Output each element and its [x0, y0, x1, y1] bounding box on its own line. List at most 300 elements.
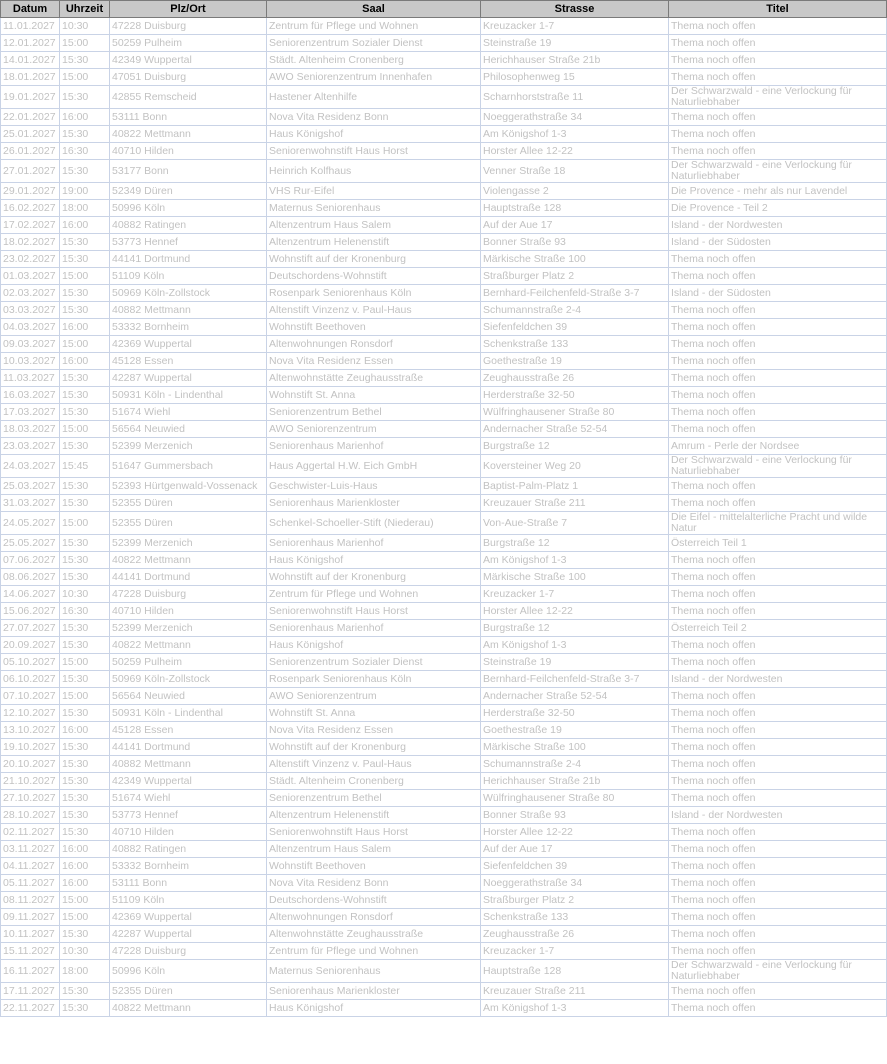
cell-uhrzeit: 16:00 — [60, 353, 110, 370]
cell-plz-ort: 40882 Mettmann — [110, 302, 267, 319]
cell-uhrzeit: 15:30 — [60, 569, 110, 586]
header-plz-ort: Plz/Ort — [110, 1, 267, 18]
cell-titel: Die Provence - Teil 2 — [669, 200, 887, 217]
cell-datum: 19.01.2027 — [1, 86, 60, 109]
cell-strasse: Burgstraße 12 — [481, 438, 669, 455]
cell-saal: Altenwohnstätte Zeughausstraße — [267, 926, 481, 943]
cell-titel: Thema noch offen — [669, 421, 887, 438]
cell-uhrzeit: 16:00 — [60, 858, 110, 875]
cell-datum: 27.10.2027 — [1, 790, 60, 807]
table-row — [1, 35, 887, 52]
cell-uhrzeit: 18:00 — [60, 960, 110, 983]
cell-plz-ort: 52399 Merzenich — [110, 438, 267, 455]
cell-saal: Zentrum für Pflege und Wohnen — [267, 18, 481, 35]
cell-uhrzeit: 15:00 — [60, 654, 110, 671]
cell-saal: Altenzentrum Haus Salem — [267, 841, 481, 858]
cell-saal: Maternus Seniorenhaus — [267, 960, 481, 983]
cell-saal: Wohnstift auf der Kronenburg — [267, 739, 481, 756]
cell-datum: 04.03.2027 — [1, 319, 60, 336]
cell-strasse: Kreuzauer Straße 211 — [481, 983, 669, 1000]
cell-saal: Seniorenwohnstift Haus Horst — [267, 603, 481, 620]
cell-uhrzeit: 15:30 — [60, 705, 110, 722]
table-row — [1, 160, 887, 183]
cell-titel: Island - der Südosten — [669, 285, 887, 302]
cell-datum: 02.11.2027 — [1, 824, 60, 841]
cell-datum: 09.11.2027 — [1, 909, 60, 926]
cell-plz-ort: 44141 Dortmund — [110, 739, 267, 756]
cell-uhrzeit: 15:00 — [60, 909, 110, 926]
cell-strasse: Goethestraße 19 — [481, 722, 669, 739]
table-row — [1, 421, 887, 438]
table-row — [1, 478, 887, 495]
cell-saal: Deutschordens-Wohnstift — [267, 268, 481, 285]
cell-datum: 15.06.2027 — [1, 603, 60, 620]
cell-uhrzeit: 15:30 — [60, 52, 110, 69]
cell-datum: 18.01.2027 — [1, 69, 60, 86]
header-uhrzeit: Uhrzeit — [60, 1, 110, 18]
header-datum: Datum — [1, 1, 60, 18]
cell-strasse: Herderstraße 32-50 — [481, 705, 669, 722]
cell-datum: 27.07.2027 — [1, 620, 60, 637]
cell-plz-ort: 40822 Mettmann — [110, 1000, 267, 1017]
cell-uhrzeit: 15:30 — [60, 302, 110, 319]
cell-saal: Deutschordens-Wohnstift — [267, 892, 481, 909]
cell-plz-ort: 40710 Hilden — [110, 603, 267, 620]
cell-titel: Österreich Teil 2 — [669, 620, 887, 637]
cell-plz-ort: 40822 Mettmann — [110, 637, 267, 654]
cell-titel: Thema noch offen — [669, 387, 887, 404]
cell-plz-ort: 42369 Wuppertal — [110, 336, 267, 353]
cell-saal: Rosenpark Seniorenhaus Köln — [267, 285, 481, 302]
cell-strasse: Schenkstraße 133 — [481, 909, 669, 926]
cell-titel: Thema noch offen — [669, 586, 887, 603]
cell-titel: Thema noch offen — [669, 909, 887, 926]
cell-strasse: Bernhard-Feilchenfeld-Straße 3-7 — [481, 285, 669, 302]
table-row — [1, 200, 887, 217]
cell-plz-ort: 52393 Hürtgenwald-Vossenack — [110, 478, 267, 495]
cell-titel: Thema noch offen — [669, 126, 887, 143]
table-row — [1, 875, 887, 892]
cell-strasse: Goethestraße 19 — [481, 353, 669, 370]
cell-saal: Seniorenhaus Marienhof — [267, 620, 481, 637]
cell-plz-ort: 50969 Köln-Zollstock — [110, 671, 267, 688]
cell-saal: Altenwohnungen Ronsdorf — [267, 336, 481, 353]
cell-titel: Thema noch offen — [669, 790, 887, 807]
cell-saal: Zentrum für Pflege und Wohnen — [267, 586, 481, 603]
cell-plz-ort: 53111 Bonn — [110, 109, 267, 126]
cell-saal: Wohnstift auf der Kronenburg — [267, 569, 481, 586]
cell-datum: 01.03.2027 — [1, 268, 60, 285]
cell-titel: Island - der Nordwesten — [669, 217, 887, 234]
cell-plz-ort: 40822 Mettmann — [110, 552, 267, 569]
cell-saal: Nova Vita Residenz Bonn — [267, 109, 481, 126]
cell-plz-ort: 47051 Duisburg — [110, 69, 267, 86]
cell-saal: Seniorenzentrum Sozialer Dienst — [267, 654, 481, 671]
cell-uhrzeit: 15:30 — [60, 1000, 110, 1017]
cell-uhrzeit: 16:00 — [60, 217, 110, 234]
cell-datum: 20.10.2027 — [1, 756, 60, 773]
table-row — [1, 756, 887, 773]
cell-strasse: Hauptstraße 128 — [481, 200, 669, 217]
cell-titel: Der Schwarzwald - eine Verlockung für Naturliebhaber — [669, 160, 887, 183]
cell-titel: Die Eifel - mittelalterliche Pracht und wilde Natur — [669, 512, 887, 535]
table-row — [1, 512, 887, 535]
cell-titel: Thema noch offen — [669, 773, 887, 790]
cell-strasse: Bonner Straße 93 — [481, 234, 669, 251]
cell-strasse: Straßburger Platz 2 — [481, 892, 669, 909]
cell-strasse: Am Königshof 1-3 — [481, 126, 669, 143]
cell-datum: 06.10.2027 — [1, 671, 60, 688]
cell-saal: Wohnstift Beethoven — [267, 858, 481, 875]
cell-datum: 27.01.2027 — [1, 160, 60, 183]
cell-titel: Thema noch offen — [669, 1000, 887, 1017]
table-row — [1, 722, 887, 739]
cell-titel: Thema noch offen — [669, 52, 887, 69]
cell-plz-ort: 52355 Düren — [110, 512, 267, 535]
cell-titel: Thema noch offen — [669, 841, 887, 858]
cell-saal: Seniorenhaus Marienkloster — [267, 983, 481, 1000]
cell-uhrzeit: 15:30 — [60, 126, 110, 143]
cell-strasse: Siefenfeldchen 39 — [481, 858, 669, 875]
cell-plz-ort: 40822 Mettmann — [110, 126, 267, 143]
cell-plz-ort: 47228 Duisburg — [110, 943, 267, 960]
cell-datum: 13.10.2027 — [1, 722, 60, 739]
cell-plz-ort: 56564 Neuwied — [110, 688, 267, 705]
cell-datum: 25.01.2027 — [1, 126, 60, 143]
cell-datum: 09.03.2027 — [1, 336, 60, 353]
table-row — [1, 552, 887, 569]
cell-saal: Seniorenzentrum Bethel — [267, 404, 481, 421]
cell-saal: Altenzentrum Haus Salem — [267, 217, 481, 234]
table-row — [1, 495, 887, 512]
cell-uhrzeit: 15:30 — [60, 404, 110, 421]
cell-saal: Seniorenhaus Marienhof — [267, 535, 481, 552]
cell-strasse: Schumannstraße 2-4 — [481, 756, 669, 773]
cell-saal: VHS Rur-Eifel — [267, 183, 481, 200]
cell-uhrzeit: 15:30 — [60, 926, 110, 943]
table-row — [1, 841, 887, 858]
cell-plz-ort: 53773 Hennef — [110, 234, 267, 251]
table-row — [1, 455, 887, 478]
cell-uhrzeit: 15:30 — [60, 620, 110, 637]
table-body — [1, 18, 887, 1017]
cell-uhrzeit: 19:00 — [60, 183, 110, 200]
cell-strasse: Schenkstraße 133 — [481, 336, 669, 353]
cell-titel: Thema noch offen — [669, 875, 887, 892]
table-row — [1, 586, 887, 603]
cell-uhrzeit: 15:00 — [60, 512, 110, 535]
cell-uhrzeit: 15:45 — [60, 455, 110, 478]
cell-plz-ort: 50931 Köln - Lindenthal — [110, 387, 267, 404]
header-titel: Titel — [669, 1, 887, 18]
cell-strasse: Am Königshof 1-3 — [481, 1000, 669, 1017]
cell-datum: 10.03.2027 — [1, 353, 60, 370]
cell-plz-ort: 50931 Köln - Lindenthal — [110, 705, 267, 722]
cell-datum: 16.02.2027 — [1, 200, 60, 217]
cell-datum: 31.03.2027 — [1, 495, 60, 512]
cell-saal: Städt. Altenheim Cronenberg — [267, 52, 481, 69]
cell-uhrzeit: 16:00 — [60, 109, 110, 126]
table-row — [1, 858, 887, 875]
cell-plz-ort: 42287 Wuppertal — [110, 926, 267, 943]
cell-titel: Island - der Südosten — [669, 234, 887, 251]
cell-strasse: Von-Aue-Straße 7 — [481, 512, 669, 535]
cell-uhrzeit: 16:00 — [60, 722, 110, 739]
cell-strasse: Kreuzauer Straße 211 — [481, 495, 669, 512]
cell-plz-ort: 44141 Dortmund — [110, 251, 267, 268]
cell-titel: Der Schwarzwald - eine Verlockung für Naturliebhaber — [669, 455, 887, 478]
cell-uhrzeit: 16:30 — [60, 603, 110, 620]
cell-strasse: Kreuzacker 1-7 — [481, 943, 669, 960]
cell-datum: 24.03.2027 — [1, 455, 60, 478]
cell-plz-ort: 52355 Düren — [110, 983, 267, 1000]
header-row — [1, 1, 887, 18]
cell-datum: 16.03.2027 — [1, 387, 60, 404]
table-row — [1, 739, 887, 756]
cell-strasse: Am Königshof 1-3 — [481, 637, 669, 654]
table-row — [1, 126, 887, 143]
cell-saal: Seniorenzentrum Sozialer Dienst — [267, 35, 481, 52]
table-row — [1, 807, 887, 824]
cell-saal: Haus Königshof — [267, 1000, 481, 1017]
cell-titel: Thema noch offen — [669, 688, 887, 705]
cell-strasse: Violengasse 2 — [481, 183, 669, 200]
cell-uhrzeit: 10:30 — [60, 18, 110, 35]
cell-datum: 02.03.2027 — [1, 285, 60, 302]
cell-titel: Thema noch offen — [669, 926, 887, 943]
cell-plz-ort: 52399 Merzenich — [110, 535, 267, 552]
cell-uhrzeit: 16:00 — [60, 875, 110, 892]
table-row — [1, 268, 887, 285]
cell-datum: 26.01.2027 — [1, 143, 60, 160]
cell-strasse: Straßburger Platz 2 — [481, 268, 669, 285]
cell-datum: 22.11.2027 — [1, 1000, 60, 1017]
cell-uhrzeit: 16:30 — [60, 143, 110, 160]
cell-datum: 08.06.2027 — [1, 569, 60, 586]
cell-plz-ort: 44141 Dortmund — [110, 569, 267, 586]
table-row — [1, 824, 887, 841]
cell-titel: Island - der Nordwesten — [669, 671, 887, 688]
cell-uhrzeit: 15:30 — [60, 756, 110, 773]
cell-plz-ort: 47228 Duisburg — [110, 586, 267, 603]
cell-strasse: Siefenfeldchen 39 — [481, 319, 669, 336]
cell-datum: 05.10.2027 — [1, 654, 60, 671]
cell-uhrzeit: 15:30 — [60, 552, 110, 569]
table-row — [1, 535, 887, 552]
cell-uhrzeit: 15:30 — [60, 438, 110, 455]
cell-datum: 04.11.2027 — [1, 858, 60, 875]
cell-saal: Altenwohnungen Ronsdorf — [267, 909, 481, 926]
table-row — [1, 983, 887, 1000]
cell-uhrzeit: 15:30 — [60, 387, 110, 404]
cell-saal: Wohnstift St. Anna — [267, 705, 481, 722]
cell-uhrzeit: 15:30 — [60, 671, 110, 688]
cell-strasse: Wülfringhausener Straße 80 — [481, 790, 669, 807]
cell-uhrzeit: 18:00 — [60, 200, 110, 217]
cell-uhrzeit: 10:30 — [60, 943, 110, 960]
cell-titel: Der Schwarzwald - eine Verlockung für Naturliebhaber — [669, 960, 887, 983]
table-row — [1, 404, 887, 421]
cell-datum: 11.01.2027 — [1, 18, 60, 35]
cell-saal: Nova Vita Residenz Bonn — [267, 875, 481, 892]
cell-titel: Island - der Nordwesten — [669, 807, 887, 824]
table-row — [1, 109, 887, 126]
cell-saal: Wohnstift Beethoven — [267, 319, 481, 336]
cell-plz-ort: 40710 Hilden — [110, 824, 267, 841]
cell-datum: 12.10.2027 — [1, 705, 60, 722]
cell-plz-ort: 56564 Neuwied — [110, 421, 267, 438]
cell-uhrzeit: 15:30 — [60, 983, 110, 1000]
cell-titel: Thema noch offen — [669, 892, 887, 909]
cell-saal: Seniorenhaus Marienkloster — [267, 495, 481, 512]
table-row — [1, 926, 887, 943]
cell-plz-ort: 53773 Hennef — [110, 807, 267, 824]
cell-saal: Wohnstift auf der Kronenburg — [267, 251, 481, 268]
cell-saal: AWO Seniorenzentrum — [267, 688, 481, 705]
cell-uhrzeit: 10:30 — [60, 586, 110, 603]
cell-strasse: Horster Allee 12-22 — [481, 143, 669, 160]
table-row — [1, 909, 887, 926]
cell-strasse: Scharnhorststraße 11 — [481, 86, 669, 109]
cell-titel: Der Schwarzwald - eine Verlockung für Naturliebhaber — [669, 86, 887, 109]
cell-saal: Nova Vita Residenz Essen — [267, 353, 481, 370]
cell-saal: AWO Seniorenzentrum Innenhafen — [267, 69, 481, 86]
cell-plz-ort: 42349 Wuppertal — [110, 52, 267, 69]
cell-titel: Thema noch offen — [669, 336, 887, 353]
cell-datum: 07.06.2027 — [1, 552, 60, 569]
cell-strasse: Venner Straße 18 — [481, 160, 669, 183]
cell-plz-ort: 47228 Duisburg — [110, 18, 267, 35]
cell-titel: Österreich Teil 1 — [669, 535, 887, 552]
cell-saal: Seniorenwohnstift Haus Horst — [267, 824, 481, 841]
cell-saal: Heinrich Kolfhaus — [267, 160, 481, 183]
cell-plz-ort: 53332 Bornheim — [110, 858, 267, 875]
cell-plz-ort: 45128 Essen — [110, 722, 267, 739]
cell-uhrzeit: 15:30 — [60, 370, 110, 387]
cell-saal: Haus Aggertal H.W. Eich GmbH — [267, 455, 481, 478]
cell-uhrzeit: 15:30 — [60, 637, 110, 654]
cell-datum: 14.01.2027 — [1, 52, 60, 69]
cell-strasse: Zeughausstraße 26 — [481, 370, 669, 387]
cell-datum: 12.01.2027 — [1, 35, 60, 52]
cell-uhrzeit: 16:00 — [60, 841, 110, 858]
header-strasse: Strasse — [481, 1, 669, 18]
cell-saal: Altenzentrum Helenenstift — [267, 234, 481, 251]
cell-uhrzeit: 15:00 — [60, 69, 110, 86]
cell-strasse: Andernacher Straße 52-54 — [481, 688, 669, 705]
cell-strasse: Steinstraße 19 — [481, 654, 669, 671]
cell-titel: Thema noch offen — [669, 705, 887, 722]
cell-uhrzeit: 16:00 — [60, 319, 110, 336]
cell-saal: Altenwohnstätte Zeughausstraße — [267, 370, 481, 387]
cell-strasse: Koversteiner Weg 20 — [481, 455, 669, 478]
cell-titel: Die Provence - mehr als nur Lavendel — [669, 183, 887, 200]
cell-strasse: Steinstraße 19 — [481, 35, 669, 52]
cell-saal: Geschwister-Luis-Haus — [267, 478, 481, 495]
cell-titel: Thema noch offen — [669, 18, 887, 35]
table-row — [1, 569, 887, 586]
cell-uhrzeit: 15:30 — [60, 478, 110, 495]
table-row — [1, 183, 887, 200]
cell-strasse: Horster Allee 12-22 — [481, 603, 669, 620]
cell-plz-ort: 42349 Wuppertal — [110, 773, 267, 790]
cell-saal: Zentrum für Pflege und Wohnen — [267, 943, 481, 960]
cell-datum: 08.11.2027 — [1, 892, 60, 909]
cell-plz-ort: 52355 Düren — [110, 495, 267, 512]
cell-datum: 03.03.2027 — [1, 302, 60, 319]
cell-uhrzeit: 15:30 — [60, 535, 110, 552]
cell-datum: 16.11.2027 — [1, 960, 60, 983]
cell-saal: Städt. Altenheim Cronenberg — [267, 773, 481, 790]
table-row — [1, 960, 887, 983]
cell-plz-ort: 40710 Hilden — [110, 143, 267, 160]
header-saal: Saal — [267, 1, 481, 18]
cell-datum: 14.06.2027 — [1, 586, 60, 603]
cell-saal: Haus Königshof — [267, 637, 481, 654]
cell-datum: 18.03.2027 — [1, 421, 60, 438]
cell-strasse: Baptist-Palm-Platz 1 — [481, 478, 669, 495]
cell-strasse: Noeggerathstraße 34 — [481, 109, 669, 126]
cell-uhrzeit: 15:30 — [60, 285, 110, 302]
cell-datum: 03.11.2027 — [1, 841, 60, 858]
cell-datum: 21.10.2027 — [1, 773, 60, 790]
cell-strasse: Märkische Straße 100 — [481, 569, 669, 586]
table-row — [1, 620, 887, 637]
cell-uhrzeit: 15:00 — [60, 892, 110, 909]
cell-saal: Rosenpark Seniorenhaus Köln — [267, 671, 481, 688]
cell-saal: Nova Vita Residenz Essen — [267, 722, 481, 739]
cell-plz-ort: 53177 Bonn — [110, 160, 267, 183]
cell-titel: Thema noch offen — [669, 143, 887, 160]
cell-strasse: Zeughausstraße 26 — [481, 926, 669, 943]
cell-titel: Thema noch offen — [669, 824, 887, 841]
cell-saal: Altenzentrum Helenenstift — [267, 807, 481, 824]
cell-uhrzeit: 15:30 — [60, 739, 110, 756]
cell-plz-ort: 42369 Wuppertal — [110, 909, 267, 926]
table-row — [1, 637, 887, 654]
cell-plz-ort: 53332 Bornheim — [110, 319, 267, 336]
cell-plz-ort: 51674 Wiehl — [110, 404, 267, 421]
cell-titel: Thema noch offen — [669, 637, 887, 654]
cell-saal: Haus Königshof — [267, 126, 481, 143]
cell-datum: 18.02.2027 — [1, 234, 60, 251]
table-row — [1, 18, 887, 35]
cell-plz-ort: 50996 Köln — [110, 200, 267, 217]
cell-strasse: Bernhard-Feilchenfeld-Straße 3-7 — [481, 671, 669, 688]
table-row — [1, 285, 887, 302]
cell-datum: 29.01.2027 — [1, 183, 60, 200]
cell-plz-ort: 51109 Köln — [110, 892, 267, 909]
cell-datum: 17.03.2027 — [1, 404, 60, 421]
cell-plz-ort: 50259 Pulheim — [110, 35, 267, 52]
cell-saal: Seniorenwohnstift Haus Horst — [267, 143, 481, 160]
table-row — [1, 603, 887, 620]
table-row — [1, 1000, 887, 1017]
cell-strasse: Burgstraße 12 — [481, 620, 669, 637]
cell-plz-ort: 50996 Köln — [110, 960, 267, 983]
cell-uhrzeit: 15:30 — [60, 807, 110, 824]
cell-plz-ort: 50259 Pulheim — [110, 654, 267, 671]
cell-uhrzeit: 15:30 — [60, 790, 110, 807]
cell-datum: 23.03.2027 — [1, 438, 60, 455]
cell-datum: 17.02.2027 — [1, 217, 60, 234]
cell-titel: Thema noch offen — [669, 319, 887, 336]
cell-plz-ort: 42287 Wuppertal — [110, 370, 267, 387]
cell-titel: Thema noch offen — [669, 35, 887, 52]
cell-saal: AWO Seniorenzentrum — [267, 421, 481, 438]
cell-strasse: Andernacher Straße 52-54 — [481, 421, 669, 438]
cell-plz-ort: 50969 Köln-Zollstock — [110, 285, 267, 302]
